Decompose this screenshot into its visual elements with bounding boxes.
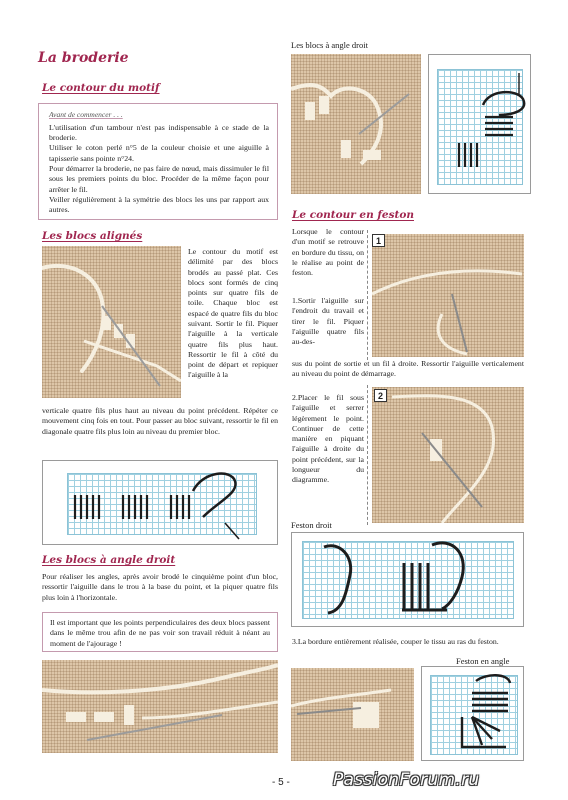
diagram-blocs-alignes xyxy=(42,460,278,545)
paragraph-feston-step1-cont: sus du point de sortie et un fil à droite. Ressortir l'aiguille verticalement au niveau du point de démarrage. xyxy=(292,359,524,379)
photo-feston-step2 xyxy=(372,387,524,523)
section-title-contour-en-feston: Le contour en feston xyxy=(292,209,414,221)
note-heading: Avant de commencer . . . xyxy=(49,110,123,119)
photo-blocs-angle-droit xyxy=(42,660,278,753)
note-paragraph: Pour démarrer la broderie, ne pas faire de nœud, mais dissimuler le fil sous les premiers points du bloc. Procéder de la même façon pour arrêter le fil. xyxy=(49,164,269,194)
paragraph-feston-intro: Lorsque le contour d'un motif se retrouve en bordure du tissu, on le réalise au point de feston. xyxy=(292,227,364,278)
tip-box xyxy=(42,612,278,652)
caption-blocs-angle-droit: Les blocs à angle droit xyxy=(291,40,368,50)
divider xyxy=(367,230,368,360)
note-paragraph: L'utilisation d'un tambour n'est pas indispensable à ce stade de la broderie. xyxy=(49,122,269,143)
section-title-blocs-alignes: Les blocs alignés xyxy=(42,230,143,242)
step-badge-1: 1 xyxy=(372,234,385,247)
photo-feston-angle xyxy=(291,668,414,761)
paragraph-blocs-alignes: verticale quatre fils plus haut au niveau du point précédent. Répéter ce mouvement cinq fois en tout. Pour passer au bloc suivant, ressortir le fil en diagonale quatre fils plus loin au niveau du premier bloc. xyxy=(42,406,278,436)
paragraph-blocs-alignes-side: Le contour du motif est délimité par des blocs brodés au passé plat. Ces blocs sont formés de cinq points sur quatre fils de toile. Chaque bloc est espacé de quatre fils du bloc suivant. Sortir le fil. Piquer l'aiguille à la verticale quatre fils plus haut. Ressortir le fil à côté du point de départ et repiquer l'aiguille à la xyxy=(188,247,278,380)
page-number: - 5 - xyxy=(272,777,290,788)
divider xyxy=(367,385,368,525)
page-title: La broderie xyxy=(38,50,129,66)
photo-feston-step1 xyxy=(372,234,524,357)
note-paragraph: Veiller régulièrement à la symétrie des blocs les uns par rapport aux autres. xyxy=(49,194,269,215)
paragraph-blocs-angle-droit: Pour réaliser les angles, après avoir brodé le cinquième point d'un bloc, ressortir l'aiguille dans le trou à la base du point, et la piquer quatre fils plus loin à l'horizontale. xyxy=(42,572,278,602)
diagram-feston-angle xyxy=(421,666,524,761)
photo-blocs-alignes xyxy=(42,246,181,398)
caption-feston-droit: Feston droit xyxy=(291,520,332,530)
paragraph-feston-step1: 1.Sortir l'aiguille sur l'endroit du travail et tirer le fil. Piquer l'aiguille quatre fils au-des- xyxy=(292,296,364,347)
paragraph-feston-step2: 2.Placer le fil sous l'aiguille et serrer légèrement le point. Continuer de cette manière en piquant l'aiguille à droite du point précédent, sur la longueur du diagramme. xyxy=(292,393,364,485)
paragraph-feston-step3: 3.La bordure entièrement réalisée, couper le tissu au ras du feston. xyxy=(292,637,499,646)
note-box xyxy=(38,103,278,220)
tip-text: Il est important que les points perpendiculaires des deux blocs passent dans le même trou afin de ne pas voir son travail réduit à néant au moment de l'ajourage ! xyxy=(50,618,270,648)
diagram-feston-droit xyxy=(291,532,524,627)
section-title-blocs-angle-droit: Les blocs à angle droit xyxy=(42,554,176,566)
watermark: PassionForum.ru xyxy=(333,770,480,790)
note-paragraph: Utiliser le coton perlé n°5 de la couleur choisie et une aiguille à tapisserie sans pointe n°24. xyxy=(49,143,269,163)
section-title-contour-du-motif: Le contour du motif xyxy=(42,82,160,94)
caption-feston-angle: Feston en angle xyxy=(456,656,510,666)
photo-angle-droit xyxy=(291,54,421,194)
step-badge-2: 2 xyxy=(374,389,387,402)
diagram-angle-droit xyxy=(428,54,531,194)
